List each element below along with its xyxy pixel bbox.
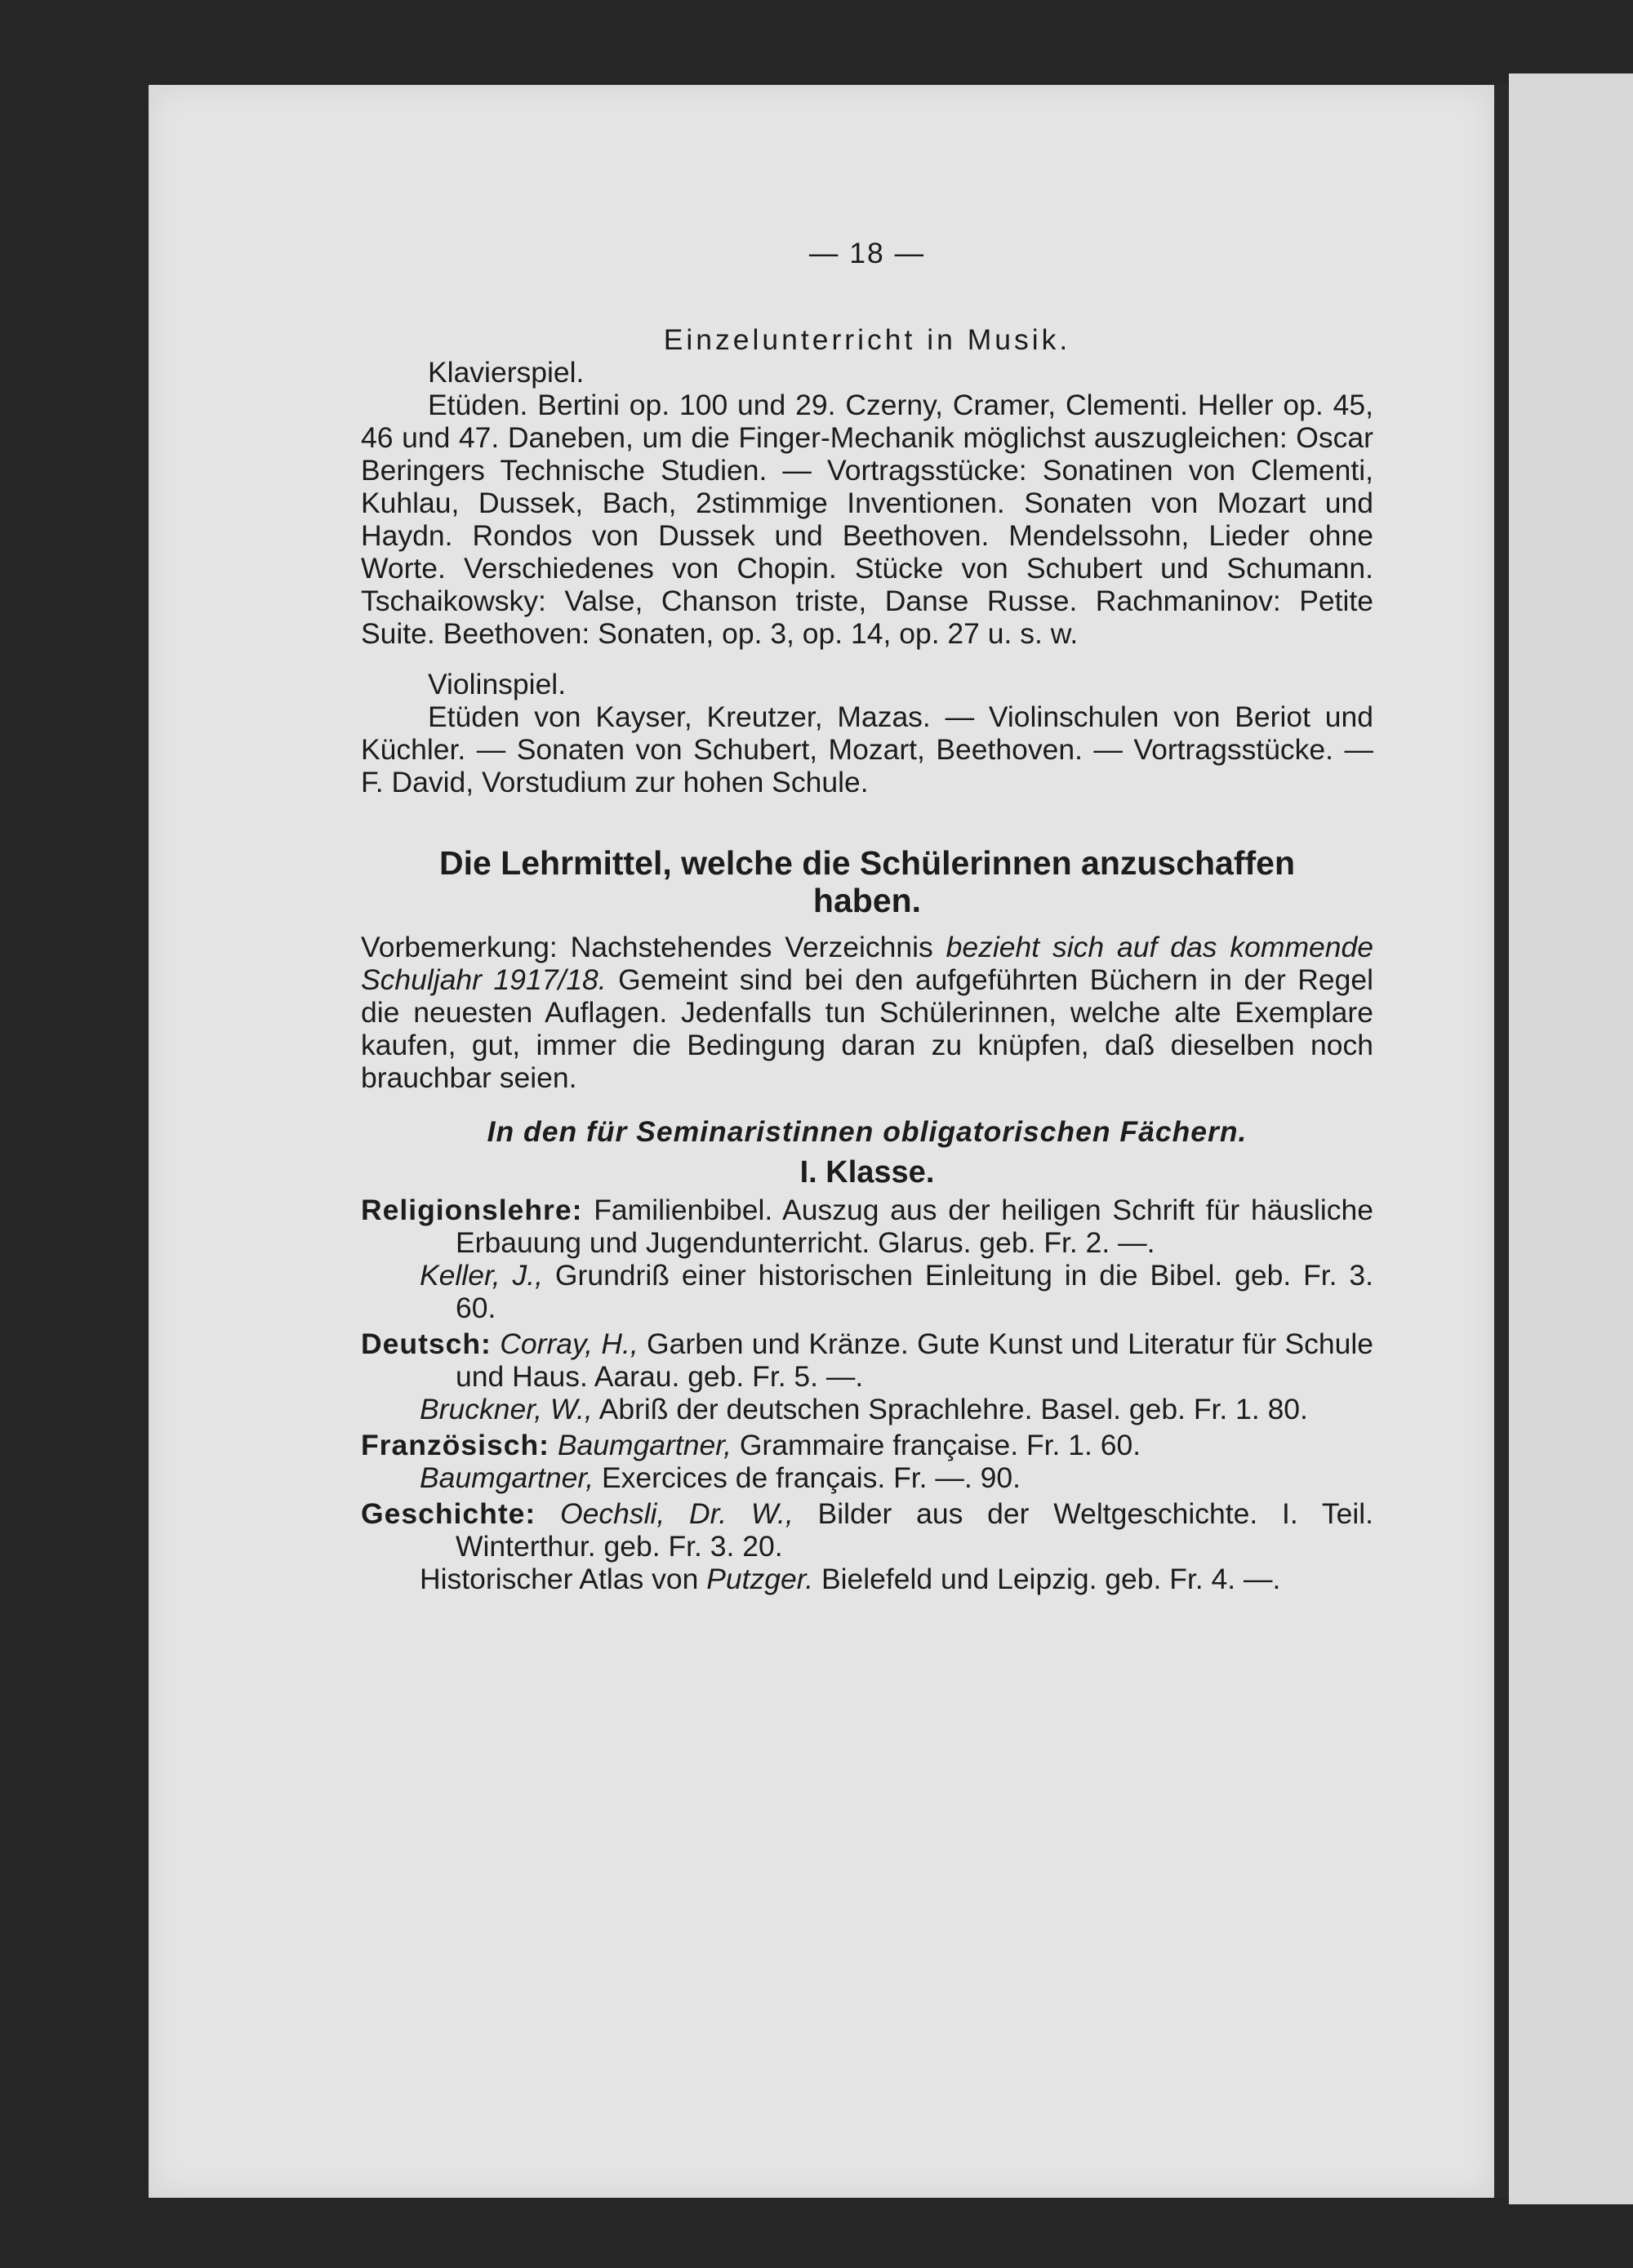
geschichte-sub-lead: Historischer Atlas von: [420, 1563, 707, 1595]
lehrmittel-heading: Die Lehrmittel, welche die Schülerinnen anzuschaffen haben.: [438, 844, 1296, 919]
geschichte-sub-text: Bielefeld und Leipzig. geb. Fr. 4. —.: [813, 1563, 1281, 1595]
deutsch-label: Deutsch:: [361, 1327, 492, 1360]
entry-deutsch: [361, 1327, 1373, 1393]
religion-label: Religionslehre:: [361, 1194, 583, 1226]
geschichte-author: Oechsli, Dr. W.,: [536, 1497, 794, 1530]
obligatory-heading: In den für Seminaristinnen obligatorischen Fächern.: [487, 1115, 1248, 1148]
klavier-heading: Klavierspiel.: [428, 356, 585, 389]
violin-text: Etüden von Kayser, Kreutzer, Mazas. — Violinschulen von Beriot und Küchler. — Sonaten von Schubert, Mozart, Beethoven. — Vortragsstücke. — F. David, Vorstudium zur hohen Schule.: [361, 700, 1373, 798]
vorbemerkung-italic: bezieht sich auf das kommende Schuljahr 1917/18.: [361, 931, 1373, 996]
franzoesisch-sub-text: Exercices de français. Fr. —. 90.: [594, 1461, 1021, 1494]
franzoesisch-author: Baumgartner,: [549, 1429, 732, 1461]
geschichte-label: Geschichte:: [361, 1497, 536, 1530]
deutsch-author: Corray, H.,: [491, 1327, 639, 1360]
page-content: [361, 237, 1373, 1595]
entry-religion: [361, 1194, 1373, 1259]
religion-sub-author: Keller, J.,: [420, 1259, 544, 1292]
vorbemerkung-rest: Gemeint sind bei den aufgeführten Büchern in der Regel die neuesten Auflagen. Jedenfalls tun Schülerinnen, welche alte Exemplare kaufen, gut, immer die Bedingung daran zu knüpfen, daß dieselben noch brauchbar seien.: [361, 963, 1373, 1094]
entry-deutsch-sub: [361, 1393, 1373, 1425]
deutsch-sub-author: Bruckner, W.,: [420, 1393, 593, 1425]
vorbemerkung-lead: Vorbemerkung: Nachstehendes Verzeichnis: [361, 931, 946, 963]
franzoesisch-label: Französisch:: [361, 1429, 550, 1461]
section-title: Einzelunterricht in Musik.: [663, 323, 1071, 356]
religion-text: Familienbibel. Auszug aus der heiligen Schrift für häusliche Erbauung und Jugendunterricht. Glarus. geb. Fr. 2. —.: [456, 1194, 1373, 1259]
deutsch-sub-text: Abriß der deutschen Sprachlehre. Basel. geb. Fr. 1. 80.: [592, 1393, 1308, 1425]
religion-sub-text: Grundriß einer historischen Einleitung in die Bibel. geb. Fr. 3. 60.: [456, 1259, 1373, 1324]
entry-franzoesisch: [361, 1429, 1373, 1461]
franzoesisch-sub-author: Baumgartner,: [420, 1461, 594, 1494]
page-number: — 18 —: [808, 237, 926, 269]
entry-geschichte: [361, 1497, 1373, 1563]
vorbemerkung: [361, 931, 1373, 1094]
klavier-text: Etüden. Bertini op. 100 und 29. Czerny, Cramer, Clementi. Heller op. 45, 46 und 47. Daneben, um die Finger-Mechanik möglichst auszugleichen: Oscar Beringers Technische Studien. — Vortragsstücke: Sonatinen von Clementi, Kuhlau, Dussek, Bach, 2stimmige Inventionen. Sonaten von Mozart und Haydn. Rondos von Dussek und Beethoven. Mendelssohn, Lieder ohne Worte. Verschiedenes von Chopin. Stücke von Schubert und Schumann. Tschaikowsky: Valse, Chanson triste, Danse Russe. Rachmaninov: Petite Suite. Beethoven: Sonaten, op. 3, op. 14, op. 27 u. s. w.: [361, 389, 1373, 650]
franzoesisch-text: Grammaire française. Fr. 1. 60.: [731, 1429, 1141, 1461]
violin-heading: Violinspiel.: [428, 668, 567, 700]
entry-franzoesisch-sub: [361, 1461, 1373, 1494]
klasse-heading: I. Klasse.: [799, 1155, 935, 1190]
entry-geschichte-sub: [361, 1563, 1373, 1595]
facing-page-edge: [1509, 73, 1633, 2204]
geschichte-text: Bilder aus der Weltgeschichte. I. Teil. Winterthur. geb. Fr. 3. 20.: [456, 1497, 1373, 1563]
entry-religion-sub: [361, 1259, 1373, 1324]
deutsch-text: Garben und Kränze. Gute Kunst und Literatur für Schule und Haus. Aarau. geb. Fr. 5. —.: [456, 1327, 1373, 1393]
geschichte-sub-author: Putzger.: [706, 1563, 814, 1595]
